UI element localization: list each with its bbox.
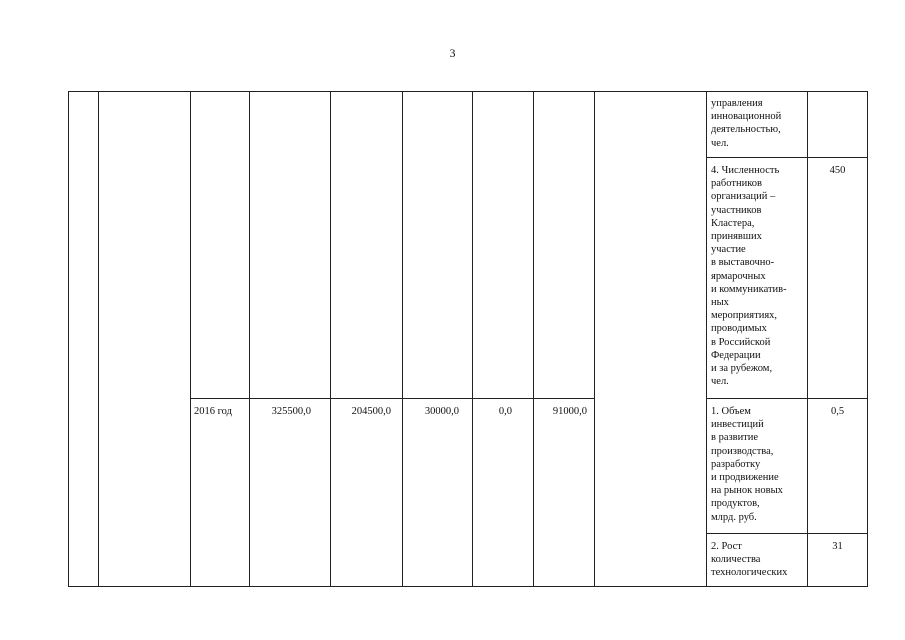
indicator-text: 1. Объем инвестиций в развитие производства, разработку и продвижение на рынок новых продуктов, млрд. руб. bbox=[711, 406, 783, 523]
column-divider bbox=[98, 91, 99, 587]
indicator-value: 0,5 bbox=[830, 406, 845, 417]
value-cell: 91000,0 bbox=[552, 406, 587, 417]
indicator-text: управления инновационной деятельностью, чел. bbox=[711, 98, 782, 149]
column-divider bbox=[330, 91, 331, 587]
value-cell: 325500,0 bbox=[271, 406, 311, 417]
column-divider bbox=[706, 91, 707, 587]
column-divider bbox=[402, 91, 403, 587]
indicator-text: 2. Рост количества технологических bbox=[711, 541, 788, 579]
column-divider bbox=[533, 91, 534, 587]
column-divider bbox=[190, 91, 191, 587]
indicator-value: 31 bbox=[832, 541, 843, 552]
row-divider bbox=[706, 533, 868, 534]
value-cell: 30000,0 bbox=[424, 406, 459, 417]
value-cell: 0,0 bbox=[498, 406, 512, 417]
row-divider-2016 bbox=[190, 398, 594, 399]
indicator-text: 4. Численность работников организаций – участников Кластера, принявших участие в выставочно- ярмарочных и коммуникатив- ных мероприятиях, проводимых в Российской Федерации и за рубежом, чел. bbox=[711, 165, 787, 388]
table-border-right bbox=[867, 91, 868, 587]
column-divider bbox=[472, 91, 473, 587]
value-cell: 204500,0 bbox=[351, 406, 391, 417]
column-divider bbox=[594, 91, 595, 587]
table-border-bottom bbox=[68, 586, 868, 587]
table-border-top bbox=[68, 91, 868, 92]
year-cell: 2016 год bbox=[194, 406, 232, 417]
column-divider bbox=[249, 91, 250, 587]
row-divider-2016 bbox=[706, 398, 868, 399]
table-border-left bbox=[68, 91, 69, 587]
indicator-value: 450 bbox=[829, 165, 846, 176]
row-divider bbox=[706, 157, 868, 158]
page-number: 3 bbox=[449, 46, 456, 60]
